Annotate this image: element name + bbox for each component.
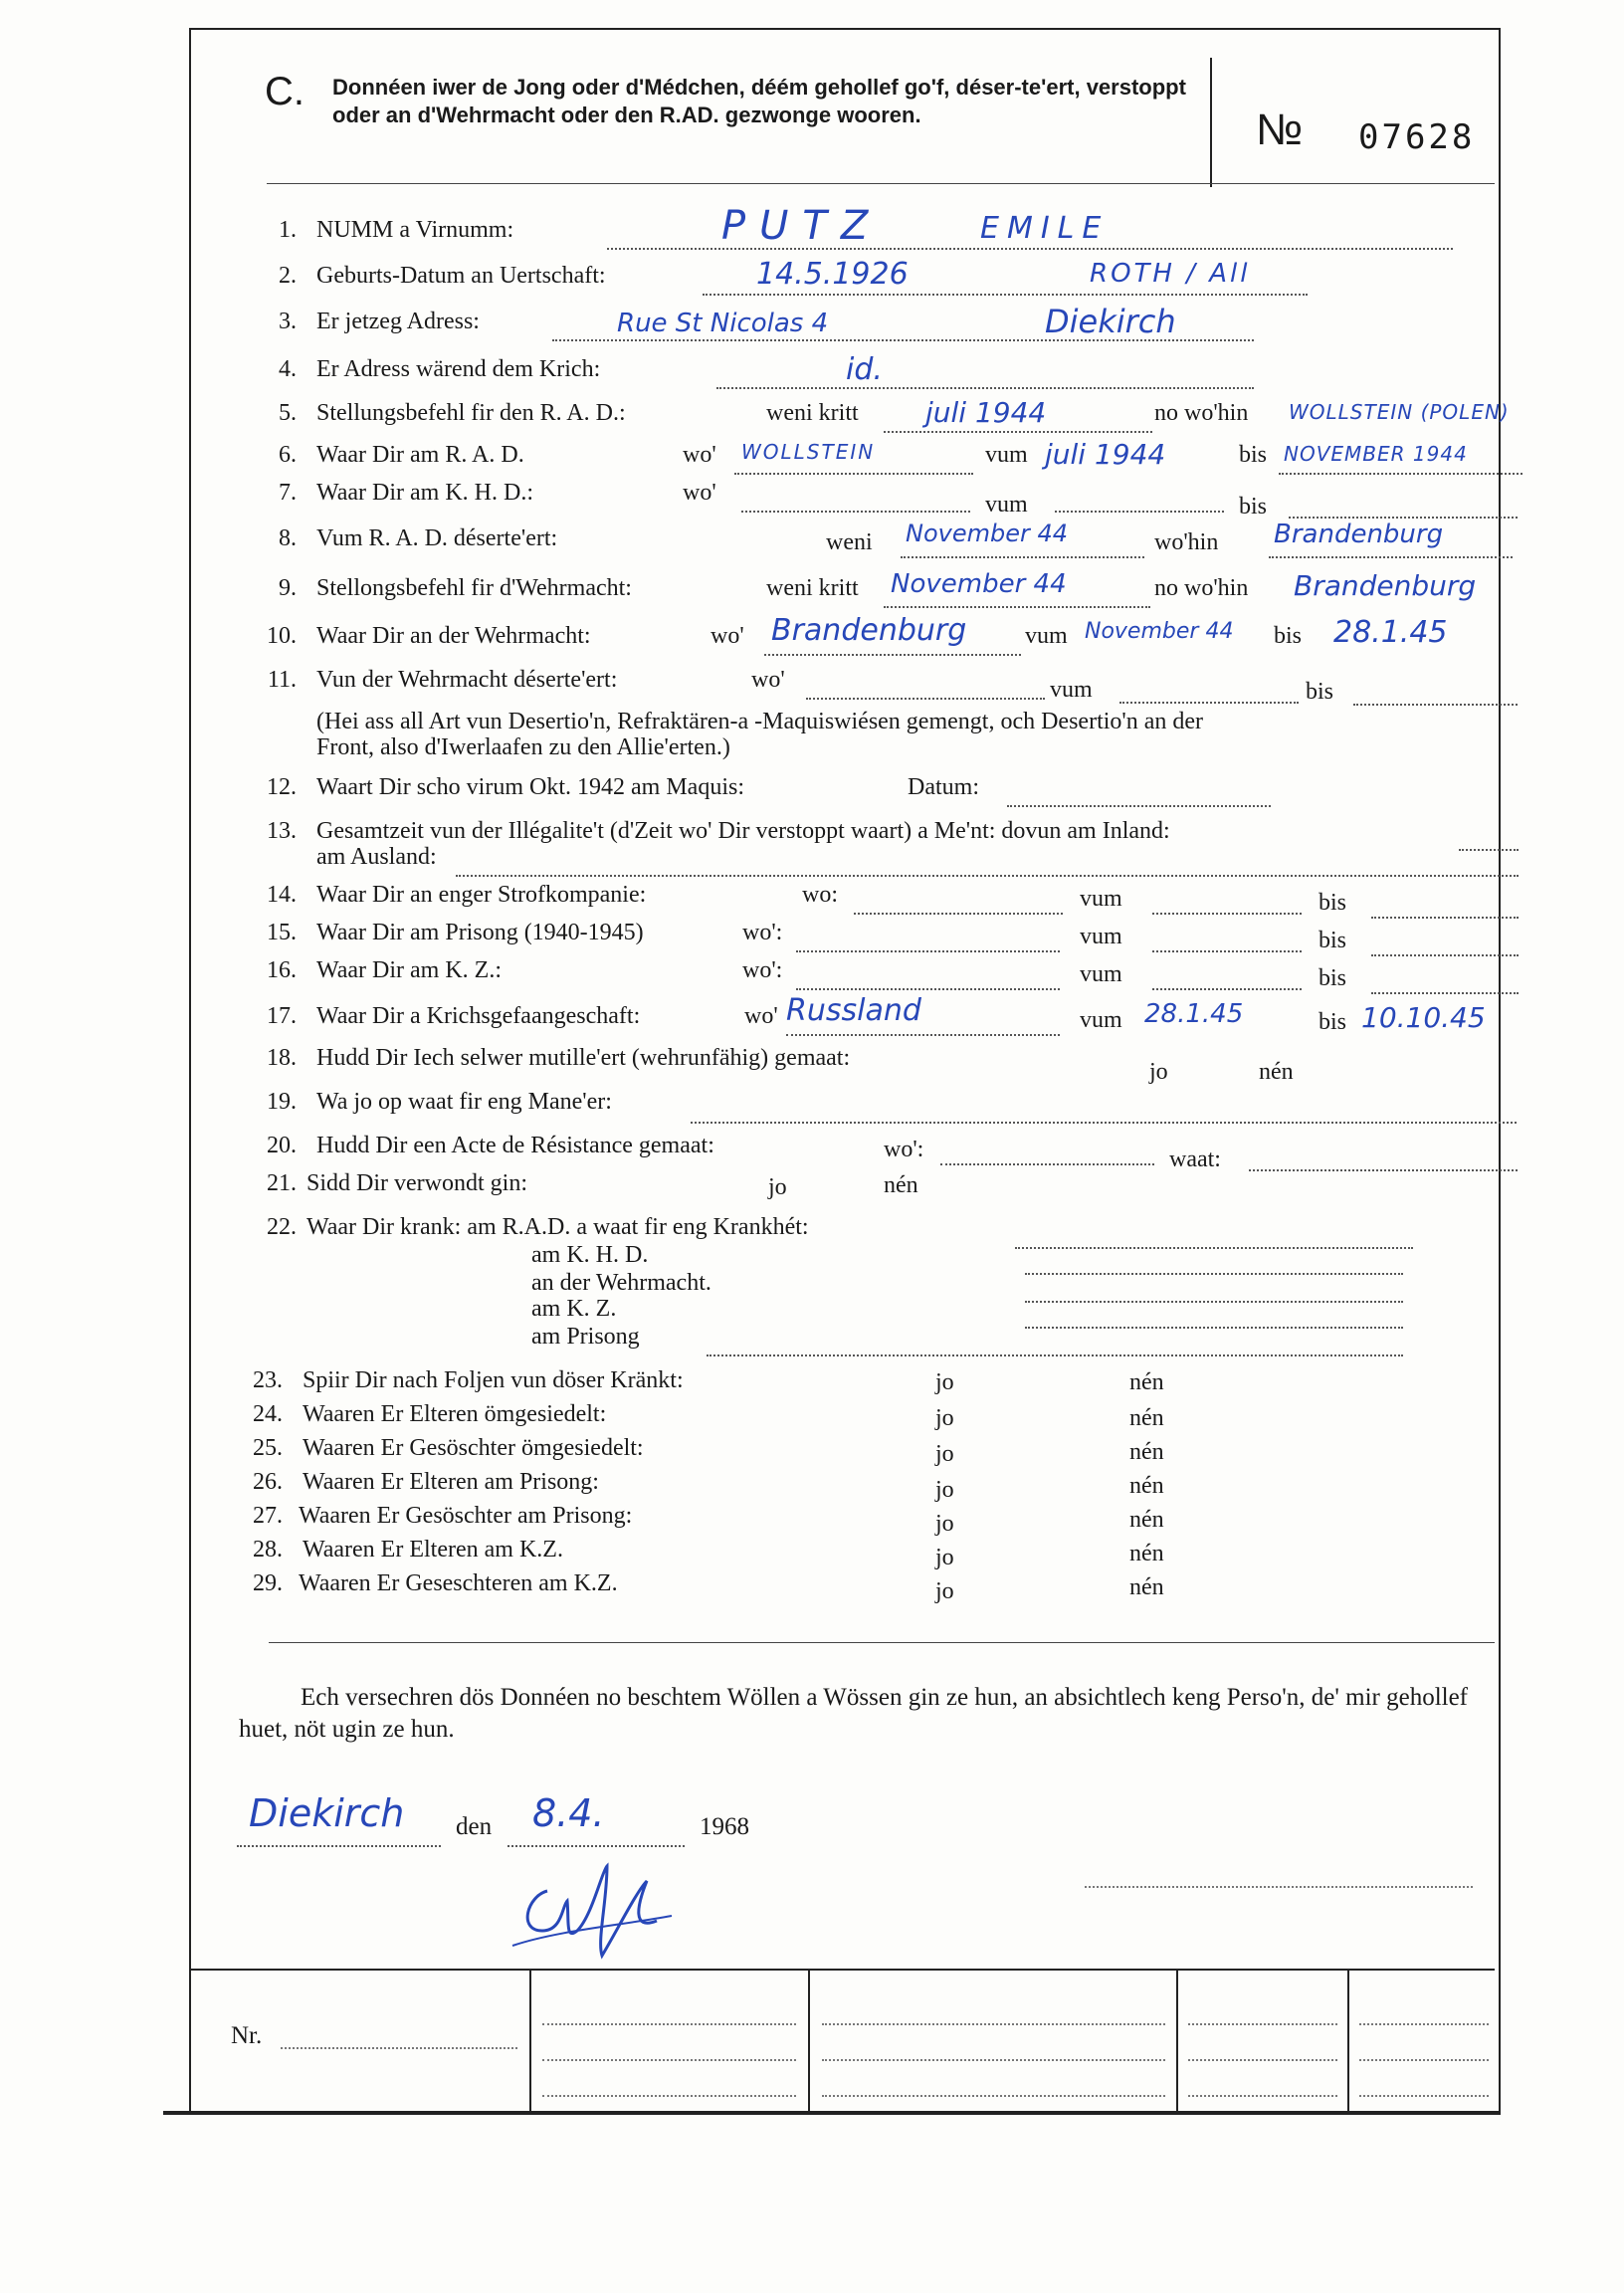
grid-cell-line[interactable]	[1359, 2058, 1489, 2061]
field-row	[0, 613, 1624, 663]
grid-cell-line[interactable]	[1188, 2058, 1337, 2061]
field-label: Waar Dir krank: am R.A.D. a waat fir eng Krankhét:	[306, 1214, 809, 1240]
option-no[interactable]: nén	[1129, 1473, 1164, 1499]
field-sublabel: wo:	[802, 882, 838, 908]
field-row	[0, 352, 1624, 396]
field-row	[0, 1089, 1624, 1129]
field-number: 15.	[267, 920, 297, 945]
field-label: Waar Dir a Krichsgefaangeschaft:	[316, 1003, 641, 1029]
option-yes[interactable]: jo	[935, 1369, 954, 1395]
option-yes[interactable]: jo	[1149, 1059, 1168, 1085]
field-sublabel: bis	[1274, 623, 1303, 649]
option-no[interactable]: nén	[1129, 1439, 1164, 1465]
field-label: am K. H. D.	[531, 1242, 649, 1268]
field-number: 11.	[267, 667, 297, 693]
field-number: 10.	[267, 623, 297, 649]
field-number: 1.	[279, 217, 297, 243]
field-row	[0, 1133, 1624, 1172]
fill-line[interactable]	[806, 697, 1045, 700]
fill-line[interactable]	[764, 653, 1021, 656]
field-sublabel: wo'	[751, 667, 785, 693]
section-title: Donnéen iwer de Jong oder d'Médchen, déém gehollef go'f, déser-te'ert, verstoppt oder an d'Wehrmacht oder den R.AD. gezwonge wooren.	[332, 75, 1186, 127]
fill-line[interactable]	[854, 912, 1063, 915]
year-label: 1968	[700, 1813, 749, 1840]
field-sublabel: wo'	[710, 623, 744, 649]
field-number: 24.	[253, 1401, 283, 1427]
option-no[interactable]: nén	[884, 1172, 918, 1198]
field-number: 12.	[267, 774, 297, 800]
field-label: an der Wehrmacht.	[531, 1270, 711, 1296]
option-yes[interactable]: jo	[935, 1441, 954, 1467]
field-row	[0, 520, 1624, 565]
fill-line[interactable]	[901, 555, 1144, 558]
field-row	[0, 303, 1624, 348]
field-label: Gesamtzeit vun der Illégalite't (d'Zeit wo' Dir verstoppt waart) a Me'nt: dovun am Inland:	[316, 818, 1170, 844]
pow-from-value: 28.1.45	[1144, 999, 1244, 1029]
field-sublabel: bis	[1319, 890, 1347, 916]
fill-line[interactable]	[1152, 912, 1302, 915]
field-label: am Ausland:	[316, 844, 437, 870]
rad-order-place-value: WOLLSTEIN (POLEN)	[1289, 400, 1510, 424]
fill-line[interactable]	[741, 510, 970, 513]
fill-line[interactable]	[1289, 516, 1518, 519]
field-label: Er Adress wärend dem Krich:	[316, 356, 601, 382]
fill-line[interactable]	[1007, 804, 1271, 807]
header-divider	[1210, 58, 1212, 187]
field-sublabel: bis	[1319, 928, 1347, 953]
field-number: 18.	[267, 1045, 297, 1071]
fill-line[interactable]	[1371, 953, 1519, 956]
grid-cell-line[interactable]	[1359, 2022, 1489, 2025]
field-row	[0, 920, 1624, 959]
field-label: Wa jo op waat fir eng Mane'er:	[316, 1089, 612, 1115]
field-row	[0, 844, 1624, 884]
rad-where-value: WOLLSTEIN	[741, 440, 876, 464]
field-number: 21.	[267, 1170, 297, 1196]
wm-from-value: November 44	[1085, 619, 1234, 644]
grid-cell-line[interactable]	[1188, 2022, 1337, 2025]
field-label: Geburts-Datum an Uertschaft:	[316, 263, 606, 289]
fill-line[interactable]	[734, 472, 973, 475]
sign-date-value: 8.4.	[532, 1791, 605, 1835]
field-label: Waar Dir an enger Strofkompanie:	[316, 882, 647, 908]
wm-where-value: Brandenburg	[771, 613, 967, 648]
field-row	[0, 257, 1624, 303]
number-mark: №	[1256, 105, 1304, 154]
field-sublabel: vum	[1025, 623, 1068, 649]
field-number: 27.	[253, 1503, 283, 1529]
fill-line[interactable]	[786, 1033, 1060, 1036]
field-sublabel: bis	[1239, 442, 1268, 468]
field-number: 25.	[253, 1435, 283, 1461]
fill-line[interactable]	[716, 386, 1254, 389]
field-number: 9.	[279, 575, 297, 601]
field-sublabel: wo'	[744, 1003, 778, 1029]
fill-line[interactable]	[1371, 991, 1519, 994]
field-number: 29.	[253, 1570, 283, 1596]
field-sublabel: no wo'hin	[1154, 575, 1249, 601]
field-sublabel: bis	[1306, 679, 1334, 705]
field-label: Waaren Er Gesöschter am Prisong:	[299, 1503, 633, 1529]
grid-divider	[529, 1969, 531, 2111]
field-label: Waaren Er Elteren am Prisong:	[303, 1469, 599, 1495]
wm-order-when-value: November 44	[891, 569, 1067, 599]
header-rule	[267, 183, 1495, 184]
field-number: 4.	[279, 356, 297, 382]
field-number: 19.	[267, 1089, 297, 1115]
grid-divider	[1176, 1969, 1178, 2111]
field-number: 20.	[267, 1133, 297, 1158]
option-yes[interactable]: jo	[768, 1174, 787, 1200]
field-sublabel: vum	[1080, 924, 1122, 949]
field-label: Waaren Er Elteren ömgesiedelt:	[303, 1401, 607, 1427]
official-signature-line[interactable]	[1085, 1886, 1473, 1888]
field-row	[0, 667, 1624, 707]
field-label: Waar Dir am R. A. D.	[316, 442, 524, 468]
field-label: NUMM a Virnumm:	[316, 217, 514, 243]
field-number: 14.	[267, 882, 297, 908]
field-row	[0, 1570, 1624, 1610]
field-label: Vum R. A. D. déserte'ert:	[316, 525, 558, 551]
fill-line[interactable]	[703, 293, 1308, 296]
field-label: Waart Dir scho virum Okt. 1942 am Maquis:	[316, 774, 744, 800]
option-no[interactable]: nén	[1129, 1507, 1164, 1533]
field-sublabel: wo':	[884, 1137, 924, 1162]
birth-place-value: ROTH / All	[1090, 259, 1251, 289]
field-number: 23.	[253, 1367, 283, 1393]
option-no[interactable]: nén	[1129, 1574, 1164, 1600]
rad-order-date-value: juli 1944	[925, 396, 1047, 429]
grid-cell-line[interactable]	[822, 2094, 1165, 2097]
field-sublabel: vum	[985, 442, 1028, 468]
field-sublabel: wo'	[683, 442, 716, 468]
field-sublabel: wo'hin	[1154, 529, 1219, 555]
field-number: 26.	[253, 1469, 283, 1495]
field-sublabel: waat:	[1169, 1146, 1221, 1172]
field-sublabel: vum	[1050, 677, 1093, 703]
field-number: 8.	[279, 525, 297, 551]
option-no[interactable]: nén	[1129, 1405, 1164, 1431]
fill-line[interactable]	[1353, 703, 1518, 706]
option-yes[interactable]: jo	[935, 1545, 954, 1570]
option-yes[interactable]: jo	[935, 1511, 954, 1537]
field-number: 13.	[267, 818, 297, 844]
grid-cell-line[interactable]	[822, 2058, 1165, 2061]
field-label: am Prisong	[531, 1324, 640, 1350]
declaration-text: Ech versechren dös Donnéen no beschtem Wöllen a Wössen gin ze hun, an absichtlech keng Perso'n, de' mir gehollef huet, nöt ugin ze hun.	[239, 1684, 1469, 1743]
fill-line[interactable]	[691, 1121, 1517, 1124]
grid-cell-line[interactable]	[542, 2022, 796, 2025]
fill-line[interactable]	[1152, 987, 1302, 990]
field-sublabel: weni	[826, 529, 873, 555]
address-city-value: Diekirch	[1045, 303, 1176, 340]
field-sublabel: wo':	[742, 957, 783, 983]
form-number: 07628	[1358, 117, 1476, 157]
grid-cell-line[interactable]	[1359, 2094, 1489, 2097]
field-sublabel: no wo'hin	[1154, 400, 1249, 426]
fill-line[interactable]	[796, 949, 1060, 952]
field-row	[0, 1045, 1624, 1085]
field-number: 17.	[267, 1003, 297, 1029]
field-label: Waar Dir am Prisong (1940-1945)	[316, 920, 644, 945]
note-line: (Hei ass all Art vun Desertio'n, Refraktären-a -Maquiswiésen gemengt, och Desertio'n an der	[316, 709, 1204, 734]
rad-from-value: juli 1944	[1045, 438, 1166, 471]
fill-line[interactable]	[1152, 949, 1302, 952]
field-number: 3.	[279, 309, 297, 334]
field-label: Stellungsbefehl fir den R. A. D.:	[316, 400, 626, 426]
field-label: Sidd Dir verwondt gin:	[306, 1170, 527, 1196]
name-value: PUTZ	[721, 203, 883, 249]
field-label: am K. Z.	[531, 1296, 617, 1322]
address-street-value: Rue St Nicolas 4	[617, 309, 829, 338]
field-label: Vun der Wehrmacht déserte'ert:	[316, 667, 618, 693]
field-label: Hudd Dir een Acte de Résistance gemaat:	[316, 1133, 714, 1158]
field-sublabel: vum	[1080, 886, 1122, 912]
rad-to-value: NOVEMBER 1944	[1284, 442, 1468, 466]
fill-line[interactable]	[1119, 701, 1299, 704]
field-sublabel: weni kritt	[766, 400, 859, 426]
sign-place-value: Diekirch	[249, 1791, 405, 1835]
section-letter: C.	[265, 70, 304, 113]
field-row	[0, 480, 1624, 520]
option-no[interactable]: nén	[1129, 1369, 1164, 1395]
field-sublabel: weni kritt	[766, 575, 859, 601]
fill-line[interactable]	[1279, 472, 1522, 475]
field-sublabel: vum	[985, 492, 1028, 518]
field-sublabel: bis	[1319, 965, 1347, 991]
nr-label: Nr.	[231, 2022, 263, 2049]
wm-order-where-value: Brandenburg	[1294, 569, 1477, 602]
field-row	[0, 993, 1624, 1043]
fill-line[interactable]	[940, 1162, 1154, 1165]
field-label: Spiir Dir nach Foljen vun döser Kränkt:	[303, 1367, 684, 1393]
rad-desert-where-value: Brandenburg	[1274, 520, 1444, 549]
den-label: den	[456, 1813, 493, 1840]
fill-line[interactable]	[456, 874, 1519, 877]
grid-cell-line[interactable]	[542, 2058, 796, 2061]
option-yes[interactable]: jo	[935, 1405, 954, 1431]
fill-line[interactable]	[796, 987, 1060, 990]
field-sublabel: Datum:	[908, 774, 979, 800]
field-row	[0, 396, 1624, 440]
field-row	[0, 882, 1624, 922]
grid-cell-line[interactable]	[1188, 2094, 1337, 2097]
field-number: 6.	[279, 442, 297, 468]
field-label: Waar Dir an der Wehrmacht:	[316, 623, 591, 649]
footer-rule	[269, 1642, 1495, 1643]
grid-top-rule	[191, 1969, 1495, 1971]
field-sublabel: wo':	[742, 920, 783, 945]
nr-line[interactable]	[281, 2046, 517, 2049]
field-row	[0, 774, 1624, 814]
field-number: 2.	[279, 263, 297, 289]
field-number: 16.	[267, 957, 297, 983]
field-label: Hudd Dir Iech selwer mutille'ert (wehrunfähig) gemaat:	[316, 1045, 851, 1071]
note-line: Front, also d'Iwerlaafen zu den Allie'erten.)	[316, 734, 730, 760]
wm-to-value: 28.1.45	[1333, 615, 1448, 650]
field-label: Er jetzeg Adress:	[316, 309, 480, 334]
field-label: Waaren Er Elteren am K.Z.	[303, 1537, 563, 1563]
grid-cell-line[interactable]	[822, 2022, 1165, 2025]
field-label: Stellongsbefehl fir d'Wehrmacht:	[316, 575, 632, 601]
pow-to-value: 10.10.45	[1361, 1001, 1486, 1034]
option-no[interactable]: nén	[1259, 1059, 1294, 1085]
field-number: 7.	[279, 480, 297, 506]
field-row	[0, 569, 1624, 615]
field-number: 28.	[253, 1537, 283, 1563]
pow-where-value: Russland	[786, 993, 921, 1028]
field-sublabel: wo'	[683, 480, 716, 506]
field-sublabel: vum	[1080, 1007, 1122, 1033]
fill-line[interactable]	[707, 1354, 1403, 1356]
field-number: 22.	[267, 1214, 297, 1240]
firstname-value: EMILE	[980, 211, 1110, 246]
fill-line[interactable]	[884, 430, 1152, 433]
field-label: Waaren Er Geseschteren am K.Z.	[299, 1570, 618, 1596]
war-address-value: id.	[846, 352, 883, 387]
signature-scribble	[508, 1861, 677, 1971]
field-row	[0, 1324, 1624, 1363]
fill-line[interactable]	[884, 605, 1150, 608]
field-label: Waaren Er Gesöschter ömgesiedelt:	[303, 1435, 644, 1461]
option-no[interactable]: nén	[1129, 1541, 1164, 1566]
field-sublabel: vum	[1080, 961, 1122, 987]
field-sublabel: bis	[1319, 1009, 1347, 1035]
form-bottom-border	[163, 2111, 1499, 2115]
field-label: Waar Dir am K. H. D.:	[316, 480, 534, 506]
field-row	[0, 957, 1624, 997]
grid-divider	[1347, 1969, 1349, 2111]
option-yes[interactable]: jo	[935, 1578, 954, 1604]
birth-date-value: 14.5.1926	[756, 257, 909, 292]
grid-divider	[808, 1969, 810, 2111]
field-number: 5.	[279, 400, 297, 426]
field-row	[0, 438, 1624, 482]
fill-line[interactable]	[1055, 510, 1224, 513]
field-label: Waar Dir am K. Z.:	[316, 957, 502, 983]
field-note	[0, 734, 1624, 774]
grid-cell-line[interactable]	[542, 2094, 796, 2097]
field-row	[0, 203, 1624, 257]
fill-line[interactable]	[1269, 555, 1513, 558]
field-row	[0, 1170, 1624, 1210]
fill-line[interactable]	[1371, 916, 1519, 919]
field-sublabel: bis	[1239, 494, 1268, 520]
option-yes[interactable]: jo	[935, 1477, 954, 1503]
rad-desert-when-value: November 44	[906, 520, 1069, 547]
